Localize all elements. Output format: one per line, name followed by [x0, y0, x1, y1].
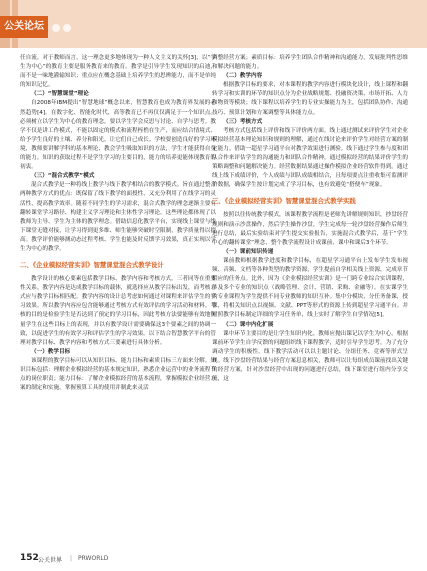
- magazine-name-en: PRWORLD: [78, 555, 109, 562]
- header-dot-2: [63, 24, 71, 32]
- paragraph: 考核方式包括线上评价和线下评价两方面。线上通过测试来评价学生对企业模拟经营基本理论知识和规则的理解，通过在线讨论来评价学生对经营方案的制定能力。借助一超星学习通平台对教学效果进行测验。线下通过学生参与度和团队合作来评估学生的沟通能力和团队合作精神，通过模拟经营的结果评价学生的策略调整和问题解决能力。经营数据结果通过操作模拟企业经营软件得到。通过线上线下成绩评价，个人成绩与团队成绩相结合，且每项要点注重收集可监测评价数据，确保学生按计划完成了学习目标，也有效避免“搭便车”现象。: [212, 127, 408, 189]
- paragraph: 教学设计的核心要素包括教学目标、教学内容和考核方式。三者同等在重要性关系。教学内容是达成教学目标的载体，就选择应从教学目标出发，而考核方式应与教学目标相匹配。教学内容的设计总考虑如何通过对课程来评估学生的学习效果。所以教学内容应包含能够通过考核方式有效评估的学习活动和材料。考核的目的是检验学生是否达到了预定的学习目标，因此考核方法要能够有效地衡量学生在这些目标上的表现，并以有教学设计需要确保这3个要素之间的协调一致，以促进学生的有效学习和评估学生的学习效果。以下结合智慧教学平台的管理对教学目标、教学内容和考核方式三要素进行具体分析。: [20, 276, 216, 346]
- paragraph: 按照以往传统教学模式，该课程教学流程是老师先讲解规则知识，抄盘经营规则和演示沙盘操作，然后学生操作沙盘。学生完成每一轮沙盘经营操作后师生进行总结，最后实验结束对学生提交实验报告，实施混合式教学后，基于“学生中心的翻转课堂”理念，整个教学流程设计成课前、课中和课后3个环节。: [212, 212, 408, 246]
- paragraph: 自2008年IBM提出“智慧地球”概念以来，智慧教育也成为教育界发展的必然趋势[4]。在数字化、智能化时代，高等教育已不再仅仅满足于一个知识点。必须树立以学生为中心的教育理念，要以学生学会反思与讨论、自学与思考。教学不仅是讲工作模式，不能以固定的模式和流程桎梏在生产，而应结合情境式、给予学生良好的土壤、养分和阳光，让它们自己成长。学校要创造良好的学习环境，教师要讲解学科的基本理论、教会学生吸取知识的方法，学生才能获得自身的能力。知识的获取过程不是学生学习的主要目的，能力的培养更能体现教育的初衷。: [20, 100, 216, 171]
- paragraph: 根据教学目标的要求，对本课程的教学内容进行模块化设计，线上课程和翻转学习和实训的环节的知识点分为企业战略规划、投融资决策、市场开拓、人力和物资等模块；线下课程以培养学生的专业实操能力为主，包括团队协作、沟通技巧、预算计划和方案调整等具体能力点。: [212, 82, 408, 116]
- page-footer: [0, 552, 427, 571]
- paragraph: 课中环节主要目的是让学生知识内化。教师应抛出课记以学生为中心，根据课前环节学生自学反馈的问题组织线下课程教学，适时引导学生思考，为了充分调动学生的积极性，线下教学活动可以以主题讨论、分组任务、竞赛等形式呈现。线下沙盘经营结果与经营方案息息相关，教师可以让每组成员课前找出关键的经营方案，针对沙盘经营中出现的问题进行总结，线下课堂进行组内分享交流，这: [212, 330, 408, 383]
- paragraph: 任自流。对于教师而言，这一理念更多地体现为一种人文主义的关怀[3]，以“学生为中心”的教育主要是服务教育来的教育。教学是引导学生发现知识的启迪，而不是一味地灌输知识；重点应在概念基础上培养学生的思辨能力，而不是单纯的知识记忆。: [20, 55, 216, 89]
- paragraph: 混合式教学是一种将线上教学与线下教学相结合的教学模式。旨在通过整合两种教学方式的优点：既保留了线下教学的面授性、又充分利用了在线学习的灵活性，提高教学效率。随着不同学生的学习需求，混合式教学的理念逐渐主要有翻转课堂学习路径、构建主义学习理论和主体性学习理论。这些理论都体现了以教师为主导、学生为主体的教学理念。借助信息化教学平台，实现线上课堂与线下课堂无缝对接，让学习得到更多维、师生能够突破时空限制，教学质量得以提高。教学评价能够测动态过程考核、学生也能及时反馈学习效果，真正实现以学生为中心的教学。: [20, 182, 216, 252]
- subheading: （一）教学目标: [31, 348, 71, 355]
- section-tag: 公关论坛: [0, 16, 48, 38]
- subheading: （二）教学内容: [223, 73, 263, 80]
- subheading: （三）考核方式: [223, 118, 263, 125]
- subheading: （二）“智慧课堂”理论: [31, 91, 89, 98]
- paragraph: 课前教师根据教学进度和教学目标，在超星学习通平台上发布学生发布视频、音频、文档等各种类型的教学资源，学生提前自学相关线上资源，完成章节相应的任务点。比外，因为《企业模拟经营实训》是一门跨专业综合实训课程，涉及多个专业的知识点（战略管理、会计、营销、采购、金融等）。在实课学生的专业课程为学生提供不同专业教师的知识互补。集中分模块、分任务备课，授课，将相关知识点以视频、文献、PPT等形式的资源上传到超星学习通平台。并对照教学目标制定详细的学习任务单，线上实时了解学生自学情况[5]。: [212, 257, 408, 319]
- left-column: [20, 54, 216, 393]
- subheading: （三）“混合式教学”模式: [31, 173, 95, 180]
- section-heading: 三、《企业模拟经营实训》智慧课堂混合式教学实践: [212, 197, 356, 206]
- section-heading: 二、《企业模拟经营实训》智慧课堂混合式教学设计: [20, 261, 164, 270]
- header-dot-1: [52, 24, 60, 32]
- right-column: [212, 54, 408, 384]
- paragraph: 调整经营方案；素质目标：培养学生团队合作精神和沟通能力，发展批判性思维和解决问题的能力。: [212, 55, 408, 71]
- magazine-name: 公关世界: [38, 557, 63, 564]
- subheading: （一）课前知识传递: [223, 248, 274, 255]
- paragraph: 该课程的教学目标可以从知识目标、能力目标和素质目标三方面来分解。知识目标包括：理解企业模拟经营的基本规定知识，熟悉企业运营中的业务流程节点的岗位职责；能力目标：了解企业模拟经营的基本流程，掌握模拟企业经营方案的制定和实施，掌握预算工具的使用并制此来灵活: [20, 357, 216, 392]
- footer-separator: |: [70, 555, 73, 562]
- page-header: [0, 0, 427, 48]
- subheading: （二）课中内化扩展: [223, 321, 274, 328]
- page-number: 152: [20, 553, 39, 563]
